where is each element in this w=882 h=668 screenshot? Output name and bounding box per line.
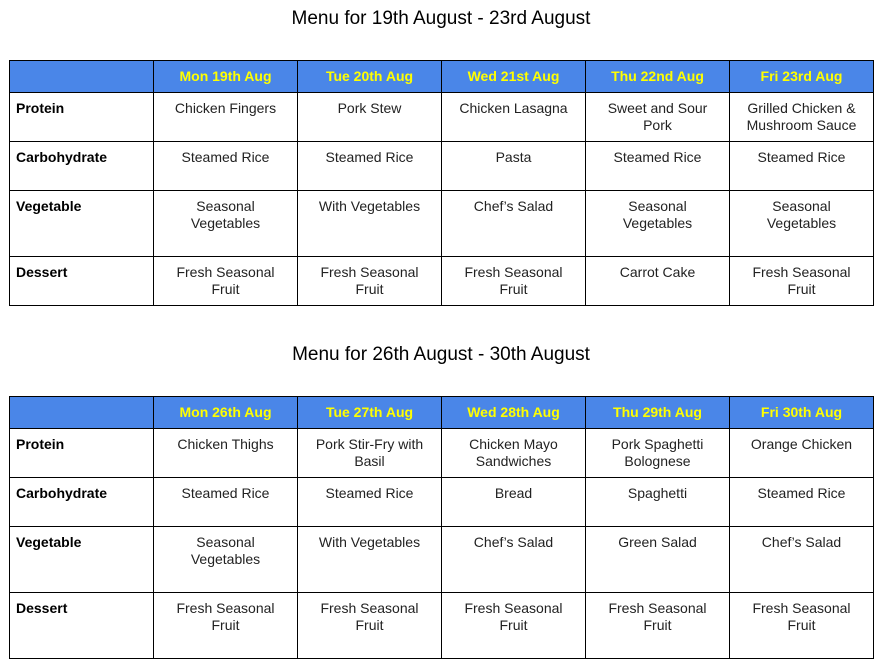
table-row-vegetable <box>10 191 874 257</box>
row-label: Vegetable <box>10 191 154 257</box>
menu-cell: Steamed Rice <box>154 478 298 527</box>
menu-cell: Seasonal Vegetables <box>154 191 298 257</box>
header-corner-cell <box>10 61 154 93</box>
menu-cell: Chef’s Salad <box>442 191 586 257</box>
menu-cell: Fresh Seasonal Fruit <box>730 257 874 306</box>
table-row-protein <box>10 93 874 142</box>
row-label: Protein <box>10 93 154 142</box>
row-label: Dessert <box>10 257 154 306</box>
day-header: Thu 22nd Aug <box>586 61 730 93</box>
menu-cell: Orange Chicken <box>730 429 874 478</box>
table-row-dessert <box>10 593 874 659</box>
menu-cell: Pasta <box>442 142 586 191</box>
menu-cell: Seasonal Vegetables <box>586 191 730 257</box>
menu-cell: Sweet and Sour Pork <box>586 93 730 142</box>
menu-cell: Seasonal Vegetables <box>154 527 298 593</box>
menu-cell: Fresh Seasonal Fruit <box>154 593 298 659</box>
day-header: Mon 19th Aug <box>154 61 298 93</box>
menu-cell: With Vegetables <box>298 527 442 593</box>
menu-cell: Chef’s Salad <box>442 527 586 593</box>
week-title: Menu for 26th August - 30th August <box>292 344 590 365</box>
menu-table <box>9 396 874 659</box>
menu-cell: Carrot Cake <box>586 257 730 306</box>
header-corner-cell <box>10 397 154 429</box>
menu-cell: Pork Spaghetti Bolognese <box>586 429 730 478</box>
table-row-carbohydrate <box>10 142 874 191</box>
menu-cell: Fresh Seasonal Fruit <box>298 257 442 306</box>
menu-cell: Pork Stew <box>298 93 442 142</box>
menu-cell: Grilled Chicken & Mushroom Sauce <box>730 93 874 142</box>
menu-cell: Seasonal Vegetables <box>730 191 874 257</box>
menu-cell: Fresh Seasonal Fruit <box>442 257 586 306</box>
menu-cell: Fresh Seasonal Fruit <box>442 593 586 659</box>
day-header: Fri 23rd Aug <box>730 61 874 93</box>
menu-cell: Steamed Rice <box>730 478 874 527</box>
menu-cell: Steamed Rice <box>154 142 298 191</box>
day-header: Fri 30th Aug <box>730 397 874 429</box>
row-label: Carbohydrate <box>10 142 154 191</box>
day-header: Wed 21st Aug <box>442 61 586 93</box>
day-header: Tue 20th Aug <box>298 61 442 93</box>
menu-cell: Green Salad <box>586 527 730 593</box>
menu-cell: Chicken Fingers <box>154 93 298 142</box>
menu-cell: Steamed Rice <box>298 142 442 191</box>
header-row <box>10 397 874 429</box>
menu-cell: Fresh Seasonal Fruit <box>586 593 730 659</box>
row-label: Dessert <box>10 593 154 659</box>
day-header: Mon 26th Aug <box>154 397 298 429</box>
menu-cell: Bread <box>442 478 586 527</box>
menu-cell: Fresh Seasonal Fruit <box>298 593 442 659</box>
menu-cell: Chicken Thighs <box>154 429 298 478</box>
menu-cell: Chef’s Salad <box>730 527 874 593</box>
menu-cell: With Vegetables <box>298 191 442 257</box>
day-header: Tue 27th Aug <box>298 397 442 429</box>
menu-cell: Chicken Mayo Sandwiches <box>442 429 586 478</box>
row-label: Carbohydrate <box>10 478 154 527</box>
table-row-dessert <box>10 257 874 306</box>
menu-cell: Pork Stir-Fry with Basil <box>298 429 442 478</box>
table-row-carbohydrate <box>10 478 874 527</box>
menu-cell: Fresh Seasonal Fruit <box>154 257 298 306</box>
menu-table <box>9 60 874 306</box>
row-label: Vegetable <box>10 527 154 593</box>
table-row-vegetable <box>10 527 874 593</box>
menu-cell: Spaghetti <box>586 478 730 527</box>
menu-cell: Chicken Lasagna <box>442 93 586 142</box>
table-row-protein <box>10 429 874 478</box>
week-title: Menu for 19th August - 23rd August <box>291 8 591 29</box>
day-header: Thu 29th Aug <box>586 397 730 429</box>
row-label: Protein <box>10 429 154 478</box>
menu-cell: Fresh Seasonal Fruit <box>730 593 874 659</box>
menu-cell: Steamed Rice <box>586 142 730 191</box>
menu-cell: Steamed Rice <box>730 142 874 191</box>
header-row <box>10 61 874 93</box>
day-header: Wed 28th Aug <box>442 397 586 429</box>
menu-cell: Steamed Rice <box>298 478 442 527</box>
